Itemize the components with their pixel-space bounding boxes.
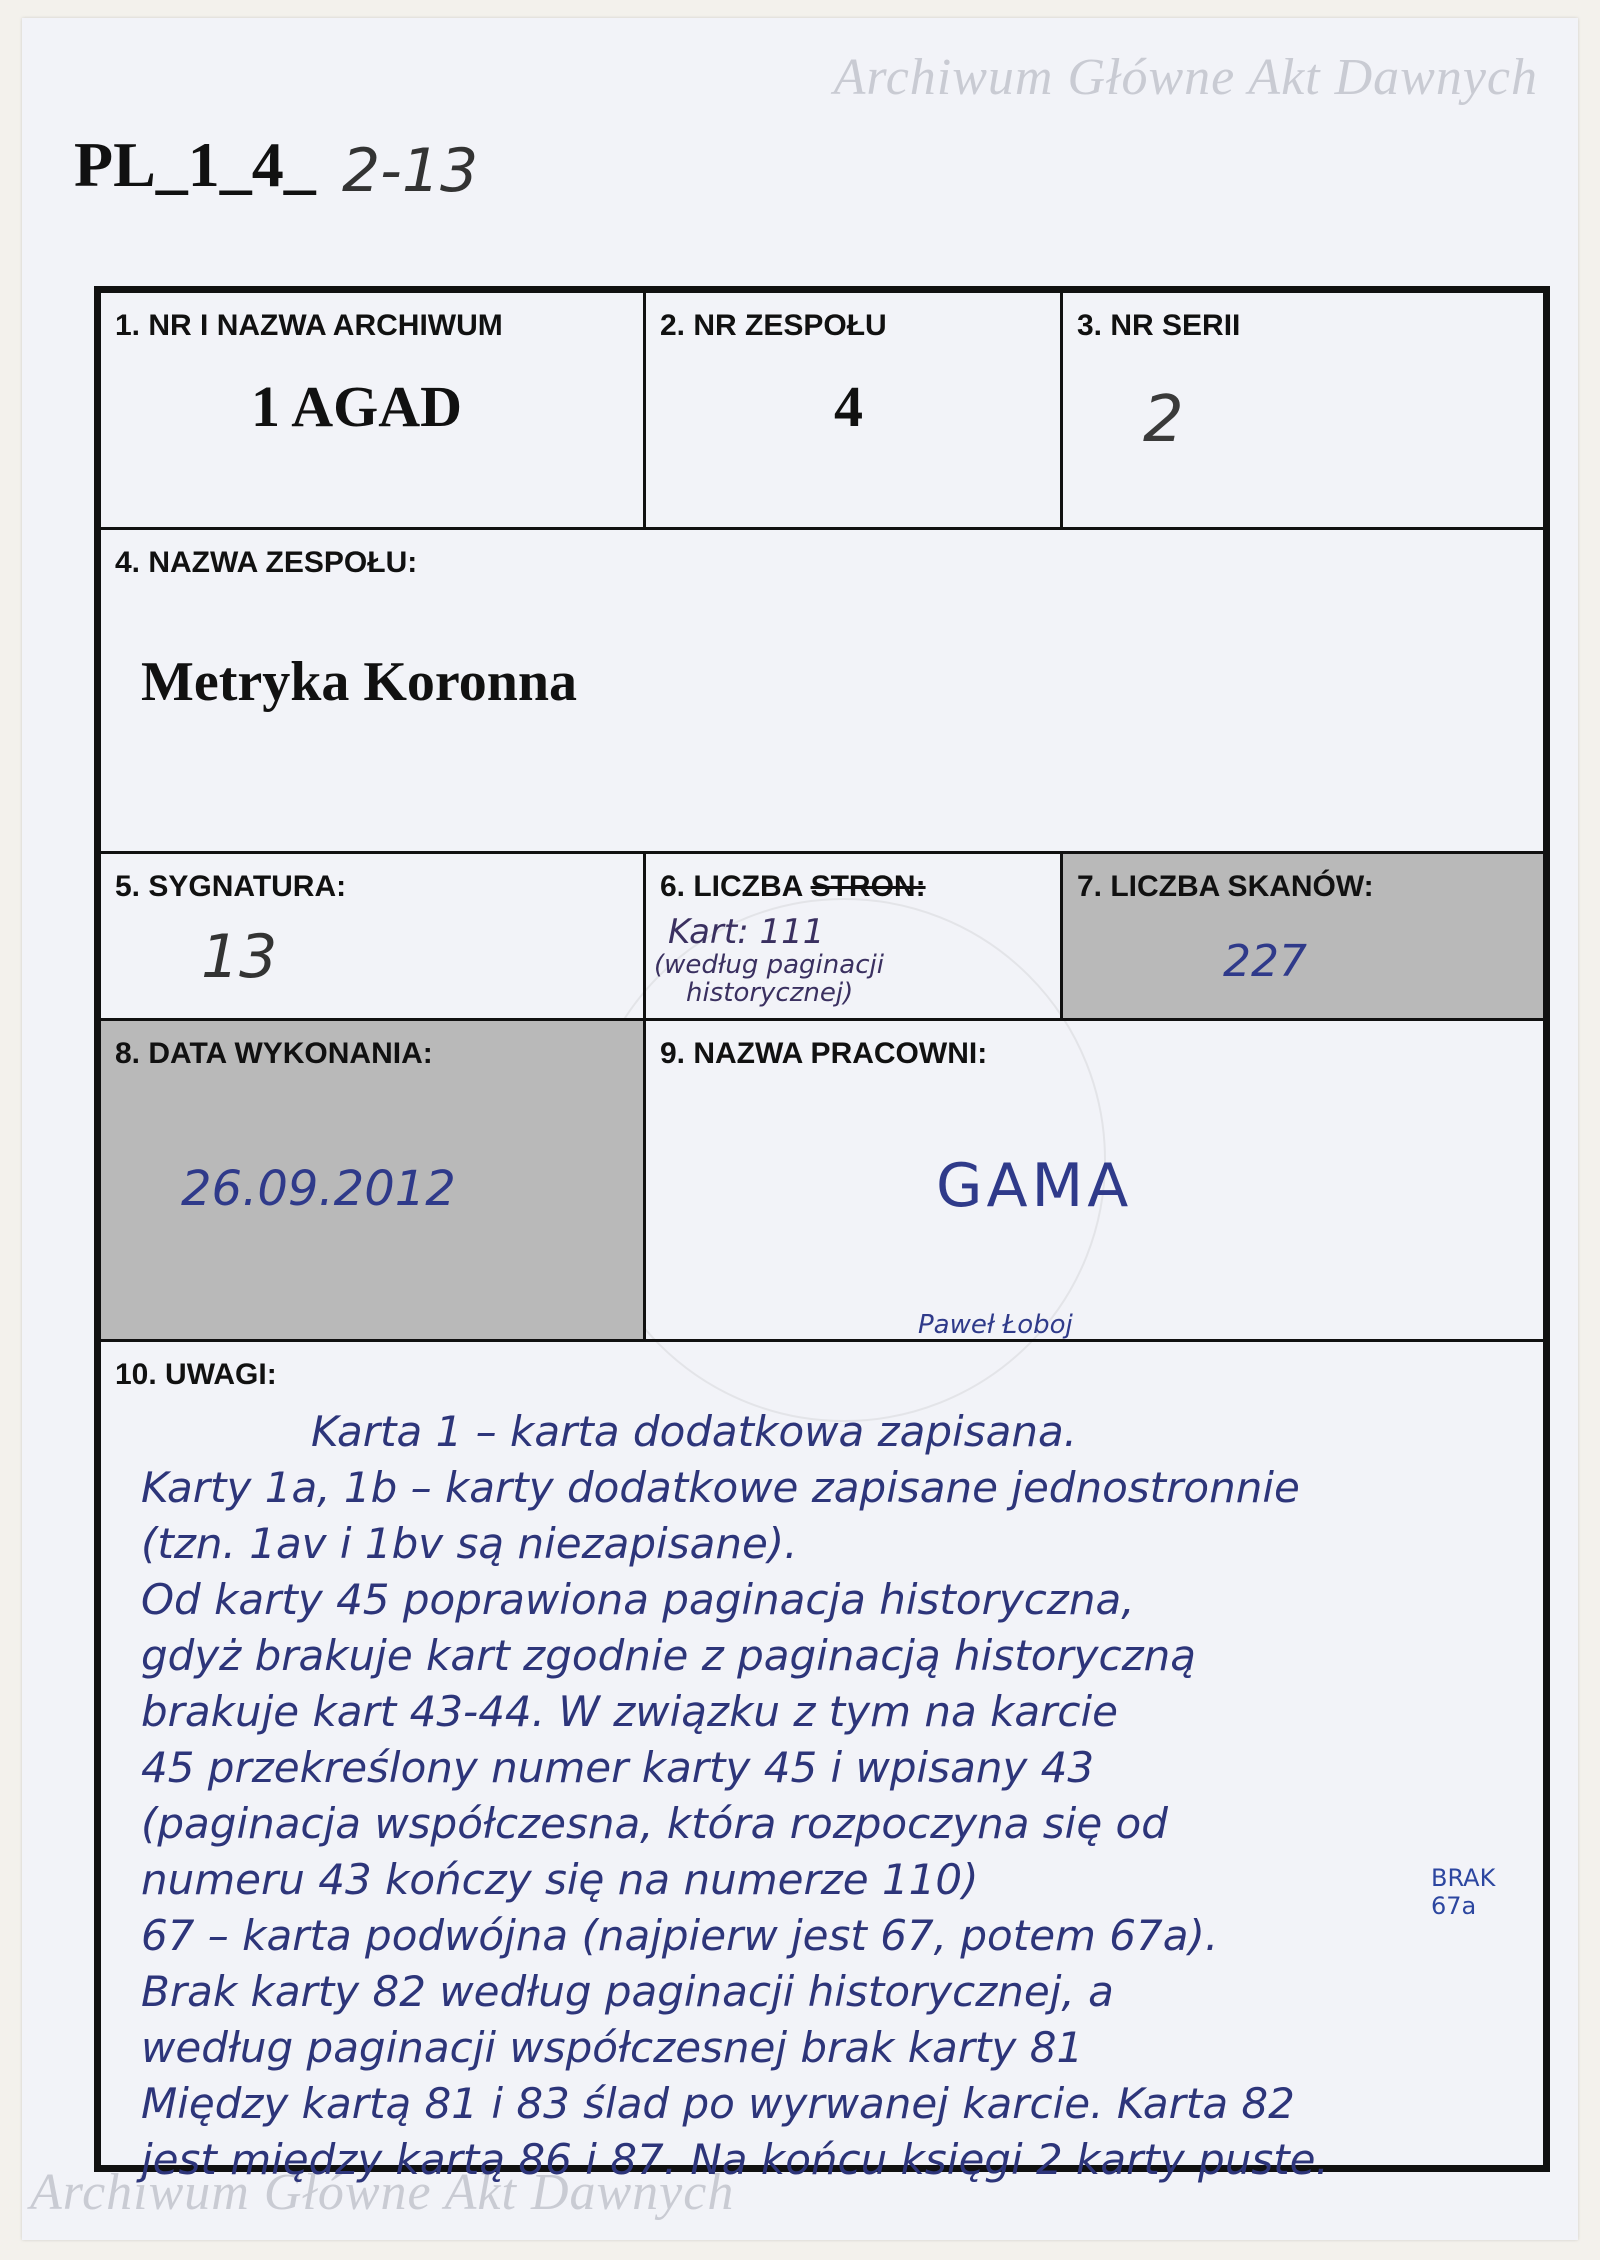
remarks-line: Karty 1a, 1b – karty dodatkowe zapisane jednostronnie [141, 1463, 1300, 1512]
workshop-value: GAMA [936, 1151, 1133, 1221]
fonds-no-label: 2. NR ZESPOŁU [660, 309, 887, 342]
fonds-no-value: 4 [834, 374, 863, 439]
pages-value-line3: historycznej) [686, 978, 854, 1008]
remarks-line: Karta 1 – karta dodatkowa zapisana. [311, 1407, 1078, 1456]
remarks-side-note: BRAK 67a [1431, 1864, 1496, 1920]
metadata-form [94, 286, 1550, 2184]
scans-value: 227 [1223, 936, 1307, 987]
remarks-line: (tzn. 1av i 1bv są niezapisane). [141, 1519, 798, 1568]
remarks-line: 45 przekreślony numer karty 45 i wpisany 43 [141, 1743, 1095, 1792]
series-no-value: 2 [1143, 383, 1184, 457]
remarks-line: numeru 43 kończy się na numerze 110) [141, 1855, 979, 1904]
document-sheet [22, 18, 1578, 2240]
signature-label: 5. SYGNATURA: [115, 870, 347, 903]
remarks-line: (paginacja współczesna, która rozpoczyna się od [141, 1799, 1168, 1848]
fonds-name-label: 4. NAZWA ZESPOŁU: [115, 546, 418, 579]
remarks-line: jest między kartą 86 i 87. Na końcu księgi 2 karty puste. [141, 2135, 1329, 2184]
cell-archive [98, 290, 646, 530]
pages-value-line2: (według paginacji [654, 950, 884, 980]
cell-scans [1060, 851, 1546, 1021]
reference-number: PL_1_4_ [74, 129, 316, 200]
fonds-name-value: Metryka Koronna [141, 651, 578, 713]
cell-pages [643, 851, 1063, 1021]
pages-value-line1: Kart: 111 [668, 912, 825, 952]
remarks-line: Między kartą 81 i 83 ślad po wyrwanej karcie. Karta 82 [141, 2079, 1295, 2128]
date-value: 26.09.2012 [181, 1161, 456, 1217]
workshop-label: 9. NAZWA PRACOWNI: [660, 1037, 988, 1070]
remarks-line: według paginacji współczesnej brak karty 81 [141, 2023, 1084, 2072]
reference-number-handwritten: 2-13 [342, 136, 479, 206]
cell-date [98, 1018, 646, 1342]
remarks-line: Brak karty 82 według paginacji historycznej, a [141, 1967, 1114, 2016]
cell-fonds-name [98, 527, 1546, 854]
pages-label-struck: STRON: [810, 870, 926, 903]
date-label: 8. DATA WYKONANIA: [115, 1037, 433, 1070]
signature-value: 13 [201, 922, 278, 992]
pages-label [660, 870, 926, 904]
workshop-signature: Paweł Łoboj [918, 1310, 1073, 1340]
cell-workshop [643, 1018, 1546, 1342]
remarks-line: Od karty 45 poprawiona paginacja historyczna, [141, 1575, 1135, 1624]
remarks-line: 67 – karta podwójna (najpierw jest 67, potem 67a). [141, 1911, 1219, 1960]
archive-label: 1. NR I NAZWA ARCHIWUM [115, 309, 503, 342]
cell-fonds-no [643, 290, 1063, 530]
watermark-bottom: Archiwum Główne Akt Dawnych [30, 2164, 735, 2221]
series-no-label: 3. NR SERII [1077, 309, 1241, 342]
cell-remarks [98, 1339, 1546, 2184]
cell-signature [98, 851, 646, 1021]
remarks-label: 10. UWAGI: [115, 1358, 277, 1391]
scans-label: 7. LICZBA SKANÓW: [1077, 870, 1374, 903]
pages-label-prefix: 6. LICZBA [660, 870, 811, 903]
remarks-line: gdyż brakuje kart zgodnie z paginacją historyczną [141, 1631, 1197, 1680]
remarks-line: brakuje kart 43-44. W związku z tym na karcie [141, 1687, 1118, 1736]
remarks-text [141, 1404, 1521, 2188]
archive-value: 1 AGAD [251, 374, 463, 439]
watermark-top: Archiwum Główne Akt Dawnych [833, 49, 1538, 106]
cell-series-no [1060, 290, 1546, 530]
